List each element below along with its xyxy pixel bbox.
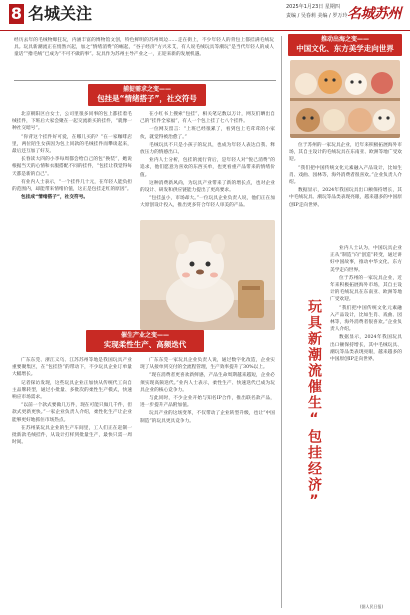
paragraph: 有业内人士表示，“一个挂件几十元，在年轻人能负担的范围内，却能带来情绪价值，这正是包挂走红的原因”。 — [12, 179, 132, 193]
article-column-right-top — [289, 142, 402, 242]
plush-shelf-photo — [290, 60, 400, 138]
banner-kicker: 捕捉需求之变—— — [122, 86, 171, 93]
paragraph: 业内人士分析，包挂的流行背后，是年轻人对“悦己消费”的追求，他们愿意为喜欢的东西买单，也更看重产品带来的情绪价值。 — [140, 158, 275, 178]
paragraph: 北京朝阳区白女士，公司里很多同事的包上都挂着毛绒挂件，下班后大家会聚在一起交流新买的挂件，“就像一种社交暗号”。 — [12, 112, 132, 132]
article-column-3 — [12, 357, 132, 607]
paragraph: 毛绒玩具不只是小孩子的玩具，也成为年轻人表达自我、释放压力的情感出口。 — [140, 142, 275, 156]
source-credit: (据人民日报) — [360, 604, 384, 609]
article-column-right-bottom — [330, 245, 402, 600]
paragraph: 数据显示，2024年我国玩具出口额保持增长，其中毛绒玩具、潮玩等品类表现亮眼，越来越多的中国原创IP走向世界。 — [289, 188, 402, 208]
paragraph: 包挂成“情绪搭子”，社交符号。 — [21, 195, 89, 201]
paragraph: 这种消费新风尚，为玩具产业带来了新的增长点，也对企业的设计、研发和供应链能力提出了更高要求。 — [140, 180, 275, 194]
date-line: 2025年1月23日 星期四 — [286, 4, 340, 10]
banner-kicker: 催生产业之变—— — [120, 332, 169, 339]
section-title: 名城关注 — [28, 4, 93, 23]
paragraph: 玩具产业的这场变革，不仅带动了企业转型升级，也让“中国制造”的玩具更具竞争力。 — [140, 411, 275, 424]
vertical-headline-text: 玩具新潮流催生“包挂经济” — [306, 299, 322, 511]
editors-line: 责编 / 吴春莉 美编 / 罗万玲 — [286, 13, 348, 19]
banner-kicker: 推动出海之变—— — [320, 36, 369, 43]
plush-toy-photo — [140, 220, 275, 330]
paragraph: “包挂虽小，市场却大。”一位玩具企业负责人说，他们正在加大原创设计投入，推出更多符合年轻人审美的产品。 — [140, 196, 275, 209]
banner-headline: 实现柔性生产、高频迭代 — [103, 340, 187, 349]
paragraph: 在小红书上搜索“包挂”，相关笔记数以万计，网友们晒出自己的“挂件全家福”，有人一个包上挂了七八个挂件。 — [140, 112, 275, 125]
banner-going-global — [288, 34, 402, 56]
banner-headline: 包挂是“情绪搭子”，社交符号 — [97, 94, 197, 103]
paragraph: “我们把中国传统文化元素融入产品设计，比如生肖、戏曲、园林等，海外消费者很喜欢。”企业负责人介绍。 — [330, 305, 402, 333]
paragraph: 业内人士认为，中国玩具企业正从“制造”向“创造”转变，通过讲好中国故事，推动中华文化、东方美学走向世界。 — [330, 246, 402, 273]
paragraph: “我们把中国传统文化元素融入产品设计，比如生肖、戏曲、园林等，海外消费者很喜欢。”企业负责人介绍。 — [289, 165, 402, 186]
paragraph: 广东东莞、浙江义乌、江苏苏州等地是我国玩具产业重要聚集区，在“包挂热”的带动下，不少玩具企业订单量大幅增长。 — [12, 358, 132, 378]
paragraph: “以前一个款式要做几万件，现在可能只做几千件，但款式更新更快。”一家企业负责人介绍，柔性化生产让企业能够更好地抓住市场热点。 — [12, 403, 132, 423]
paragraph: 广东东莞一家玩具企业负责人说，通过数字化改造，企业实现了从接单到交付的全流程管理，生产效率提升了30%以上。 — [140, 358, 275, 371]
paragraph: 位于苏州的一家玩具企业，近年来积极拓展海外市场，其自主设计的毛绒玩具在东南亚、欧洲等地广受欢迎。 — [330, 275, 402, 303]
paragraph: 位于苏州的一家玩具企业，近年来积极拓展海外市场，其自主设计的毛绒玩具在东南亚、欧洲等地广受欢迎。 — [289, 143, 402, 163]
banner-industry-change — [86, 330, 204, 352]
banner-headline: 中国文化、东方美学走向世界 — [296, 44, 394, 53]
plush-toy-illustration — [140, 220, 275, 330]
article-column-1 — [12, 111, 132, 321]
article-column-4 — [140, 357, 275, 607]
paragraph: 与此同时，不少企业开始与知名IP合作，推出联名款产品，进一步提升产品附加值。 — [140, 396, 275, 409]
vertical-headline — [305, 245, 321, 570]
paragraph: 记者探访发现，这些玩具企业正加快从传统代工向自主品牌转型，通过小批量、多批次的柔性生产模式，快速响应市场需求。 — [12, 380, 132, 401]
column-divider — [281, 36, 282, 608]
paragraph: “你背这个挂件好可爱，在哪儿买的？”在一家咖啡店里，两位陌生女孩因为包上同款的毛绒挂件而攀谈起来，最后还互加了好友。 — [12, 134, 132, 155]
paragraph: 在苏州某玩具企业的生产车间里，工人们正在赶制一批新款毛绒挂件，从设计打样到批量生产，最快只需一周时间。 — [12, 425, 132, 446]
divider — [14, 80, 276, 81]
paragraph: 一位网友留言：“上班已经很累了，看到包上毛茸茸的小家伙，就觉得被治愈了。” — [140, 127, 275, 140]
paragraph: 数据显示，2024年我国玩具出口额保持增长，其中毛绒玩具、潮玩等品类表现亮眼，越来越多的中国原创IP走向世界。 — [330, 335, 402, 363]
banner-capture-demand — [88, 84, 206, 106]
page-number: 8 — [10, 4, 23, 23]
masthead — [0, 0, 410, 31]
paragraph: 长春读大四的小李每周都会给自己的包“换装”，她说根据当天的心情和衣服搭配不同的挂件，“包挂让我觉得每天都是新的自己”。 — [12, 157, 132, 177]
newspaper-logo: 名城苏州 — [347, 6, 401, 22]
paragraph: “现在消费者更喜欢新鲜感，产品生命周期越来越短，企业必须实现高频迭代。”业内人士表示，柔性生产、快速迭代已成为玩具企业的核心竞争力。 — [140, 373, 275, 393]
toy-shelf-illustration — [290, 60, 400, 138]
intro-paragraph: 经历去年的毛绒物爆狂玩，内涵丰富的博物馆文创，特色鲜明的苏州周边……走在街上，不少年轻人的背包上都挂满毛绒玩具。玩具新潮流正在悄然兴起，加之“情绪消费”的崛起，“谷子经济”方兴未艾，有人说毛绒玩具等潮玩“是当代年轻人的成人童话”“撸毛绒”已成为“不可不做的事”。玩具作为苏州主导产业之一，正迎来新的发展机遇。 — [14, 38, 274, 58]
